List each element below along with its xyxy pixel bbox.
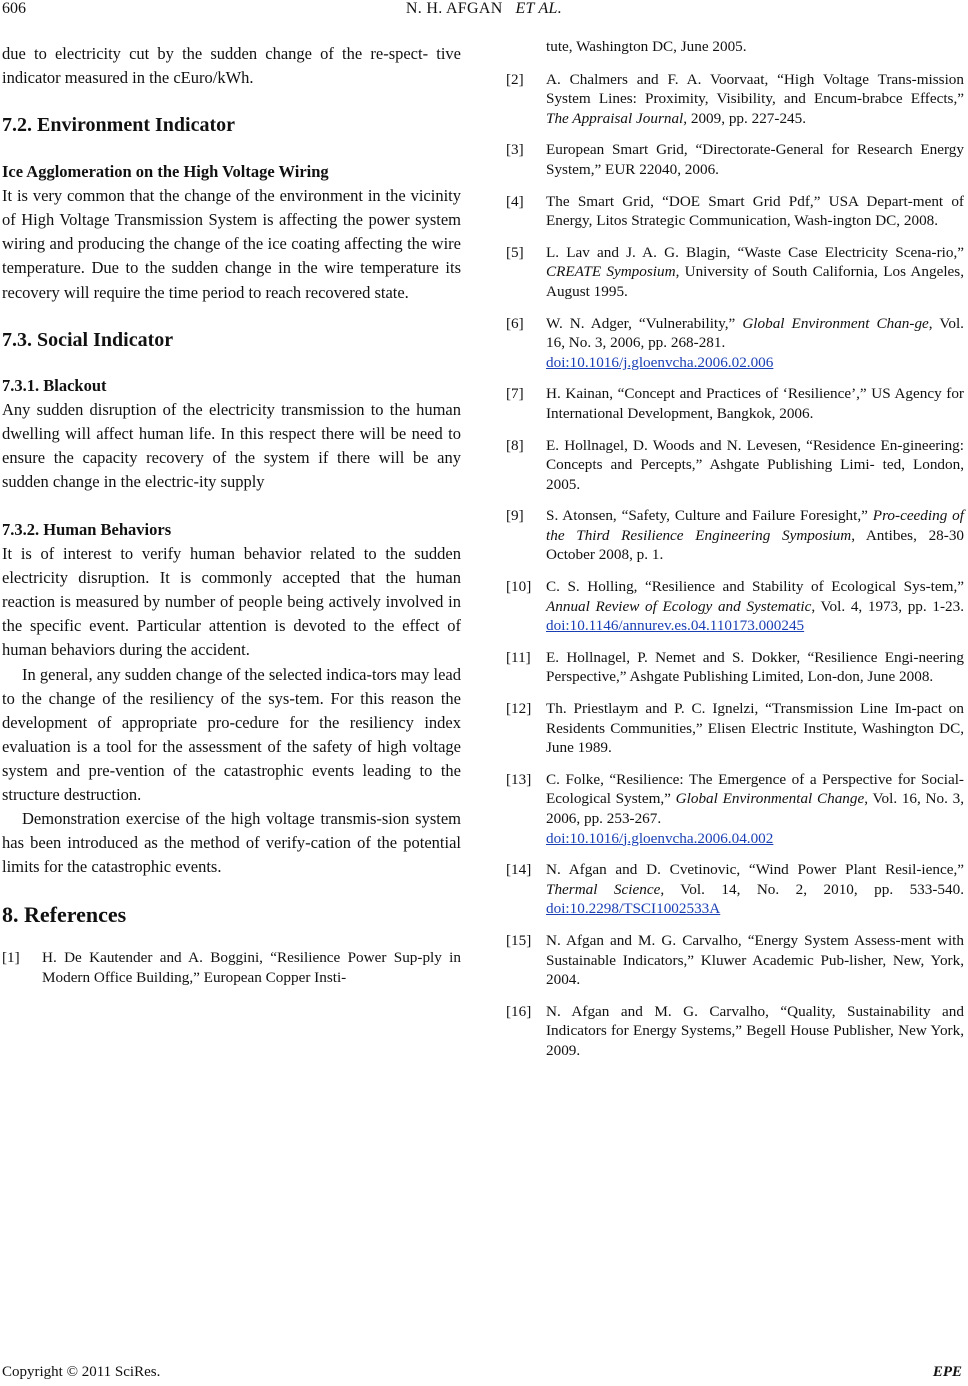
reference-number: [7]	[506, 385, 524, 403]
running-header-authors: N. H. AFGAN	[405, 0, 503, 17]
reference-number: [13]	[506, 770, 532, 788]
reference-text: L. Lav and J. A. G. Blagin, “Waste Case Electricity Scena-rio,” CREATE Symposium, University of South California, Los Angeles, August 1995.	[546, 243, 964, 300]
reference-item-3	[506, 140, 964, 179]
reference-source-title: Thermal Science	[546, 880, 661, 898]
page-number: 606	[2, 0, 26, 17]
reference-text: C. Folke, “Resilience: The Emergence of a Perspective for Social-Ecological System,” Global Environmental Change, Vol. 16, No. 3, 2006, pp. 253-267. doi:10.1016/j.gloenvcha.2006.04.002	[546, 770, 965, 847]
running-header	[0, 0, 968, 18]
reference-text: A. Chalmers and F. A. Voorvaat, “High Voltage Trans-mission System Lines: Proximity, Visibility, and Encum-brabce Effects,” The Appraisal Journal, 2009, pp. 227-245.	[546, 70, 964, 127]
reference-item-1-continued	[506, 37, 964, 57]
reference-item-1	[2, 948, 461, 987]
reference-text: E. Hollnagel, D. Woods and N. Levesen, “Residence En-gineering: Concepts and Percepts,” Ashgate Publishing Limi- ted, London, 2005.	[546, 436, 964, 493]
reference-item-6	[506, 314, 964, 373]
reference-item-5	[506, 243, 964, 302]
reference-item-8	[506, 436, 964, 495]
general-paragraph: In general, any sudden change of the selected indica-tors may lead to the change of the resiliency of the sys-tem. For this reason the development of appropriate pro-cedure for the resiliency index evaluation is a tool for the assessment of the safety of high voltage system and pre-vention of the catastrophic events leading to the structure destruction.	[2, 664, 461, 804]
reference-source-title: Annual Review of Ecology and Systematic	[546, 597, 812, 615]
reference-text: N. Afgan and D. Cvetinovic, “Wind Power Plant Resil-ience,” Thermal Science, Vol. 14, No. 2, 2010, pp. 533-540. doi:10.2298/TSCI1002533A	[546, 861, 965, 918]
reference-number: [6]	[506, 314, 524, 332]
reference-source-title: Global Environmental Change	[675, 790, 865, 808]
reference-number: [14]	[506, 861, 532, 879]
left-column	[2, 42, 461, 988]
reference-text: W. N. Adger, “Vulnerability,” Global Environment Chan-ge, Vol. 16, No. 3, 2006, pp. 268-281. doi:10.1016/j.gloenvcha.2006.02.006	[546, 314, 964, 371]
right-column	[506, 37, 964, 1061]
reference-number: [16]	[506, 1002, 532, 1020]
reference-text: The Smart Grid, “DOE Smart Grid Pdf,” USA Depart-ment of Energy, Litos Strategic Communication, Wash-ington DC, 2008.	[546, 192, 964, 230]
reference-item-14	[506, 860, 964, 919]
section-7-3-1-heading: 7.3.1. Blackout	[2, 375, 107, 395]
section-7-3-2-heading: 7.3.2. Human Behaviors	[2, 520, 172, 540]
reference-text: European Smart Grid, “Directorate-General for Research Energy System,” EUR 22040, 2006.	[546, 141, 964, 178]
reference-source-title: CREATE Symposium	[546, 263, 676, 281]
references-heading: 8. References	[2, 902, 127, 928]
reference-text: E. Hollnagel, P. Nemet and S. Dokker, “Resilience Engi-neering Perspective,” Ashgate Publishing Limited, Lon-don, June 2008.	[546, 648, 964, 686]
reference-item-12	[506, 699, 964, 758]
reference-source-title: Pro-ceeding of the Third Resilience Engineering Symposium	[546, 507, 964, 544]
doi-link[interactable]: doi:10.1146/annurev.es.04.110173.000245	[546, 617, 805, 635]
reference-text: C. S. Holling, “Resilience and Stability of Ecological Sys-tem,” Annual Review of Ecology and Systematic, Vol. 4, 1973, pp. 1-23. doi:10.1146/annurev.es.04.110173.000245	[546, 578, 964, 635]
reference-item-10	[506, 577, 964, 636]
section-7-2-heading: 7.2. Environment Indicator	[2, 114, 235, 137]
section-7-2-subheading: Ice Agglomeration on the High Voltage Wiring	[2, 162, 329, 182]
section-7-3-2-paragraph: It is of interest to verify human behavior related to the sudden electricity disruption. It is commonly accepted that the human reaction is measured by number of people being actively involved in the specific event. Particular attention is devoted to the effect of human behaviors during the accident.	[2, 544, 461, 660]
reference-text: H. Kainan, “Concept and Practices of ‘Resilience’,” US Agency for International Development, Bangkok, 2006.	[546, 385, 964, 422]
journal-abbreviation: EPE	[932, 1364, 962, 1380]
reference-number: [10]	[506, 578, 532, 596]
reference-text: N. Afgan and M. G. Carvalho, “Quality, Sustainability and Indicators for Energy Systems,” Begell House Publisher, New York, 2009.	[546, 1002, 964, 1059]
intro-paragraph: due to electricity cut by the sudden change of the re-spect- tive indicator measured in the cEuro/kWh.	[2, 44, 461, 88]
reference-number: [2]	[506, 70, 524, 88]
reference-item-11	[506, 648, 964, 687]
section-7-3-1-paragraph: Any sudden disruption of the electricity transmission to the human dwelling will affect human life. In this respect there will be need to ensure the capacity recovery of the system if there will be any sudden change in the electric-ity supply	[2, 399, 461, 491]
doi-link[interactable]: doi:10.1016/j.gloenvcha.2006.02.006	[546, 353, 774, 371]
references-list	[506, 57, 964, 1061]
reference-number: [9]	[506, 507, 524, 525]
reference-source-title: The Appraisal Journal	[546, 109, 684, 127]
reference-item-13	[506, 770, 964, 848]
reference-item-7	[506, 384, 964, 423]
section-7-3-heading: 7.3. Social Indicator	[2, 328, 174, 351]
reference-item-15	[506, 931, 964, 990]
reference-number: [5]	[506, 243, 524, 261]
reference-number: [15]	[506, 931, 532, 949]
section-7-2-paragraph: It is very common that the change of the environment in the vicinity of High Voltage Transmission System is affecting the power system wiring and producing the change of the ice coating affecting the wire temperature. Due to the sudden change in the wire temperature its recovery will require the time period to reach recovered state.	[2, 186, 461, 302]
reference-number: [8]	[506, 436, 524, 454]
reference-text: tute, Washington DC, June 2005.	[546, 38, 747, 55]
reference-item-9	[506, 506, 964, 565]
reference-text: H. De Kautender and A. Boggini, “Resilience Power Sup-ply in Modern Office Building,” European Copper Insti-	[42, 949, 461, 986]
reference-text: Th. Priestlaym and P. C. Ignelzi, “Transmission Line Im-pact on Residents Communities,” Elisen Electric Institute, Washington DC, June 1989.	[546, 700, 964, 757]
reference-item-4	[506, 192, 964, 231]
reference-item-2	[506, 70, 964, 129]
running-header-etal: ET AL.	[515, 0, 563, 17]
reference-number: [11]	[506, 648, 531, 666]
reference-number: [12]	[506, 700, 532, 718]
reference-number: [4]	[506, 192, 524, 210]
demonstration-paragraph: Demonstration exercise of the high voltage transmis-sion system has been introduced as the method of verify-cation of the potential limits for the catastrophic events.	[2, 809, 461, 877]
reference-number: [3]	[506, 141, 524, 159]
reference-source-title: Global Environment Chan-ge	[742, 314, 929, 332]
reference-item-16	[506, 1002, 964, 1061]
copyright-notice: Copyright © 2011 SciRes.	[2, 1364, 161, 1380]
reference-number: [1]	[2, 949, 20, 967]
doi-link[interactable]: doi:10.1016/j.gloenvcha.2006.04.002	[546, 829, 774, 847]
reference-text: S. Atonsen, “Safety, Culture and Failure Foresight,” Pro-ceeding of the Third Resilience Engineering Symposium, Antibes, 28-30 October 2008, p. 1.	[546, 507, 965, 564]
doi-link[interactable]: doi:10.2298/TSCI1002533A	[546, 900, 721, 918]
reference-text: N. Afgan and M. G. Carvalho, “Energy System Assess-ment with Sustainable Indicators,” Kluwer Academic Pub-lisher, New, York, 2004.	[546, 931, 964, 989]
